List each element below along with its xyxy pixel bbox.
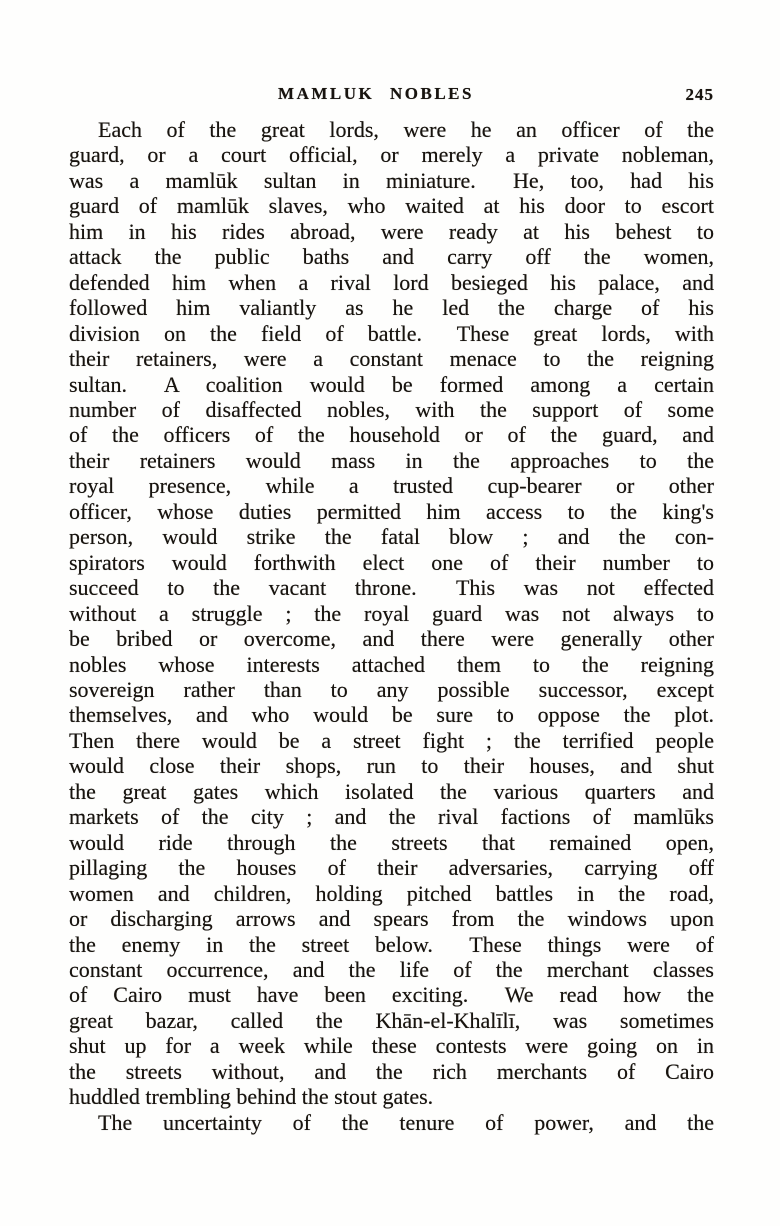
text-line: person, would strike the fatal blow ; and the con- (69, 524, 714, 550)
text-line: without a struggle ; the royal guard was not always to (69, 600, 714, 626)
text-line: the enemy in the street below. These things were of (69, 931, 714, 957)
text-line: nobles whose interests attached them to the reigning (69, 651, 714, 677)
text-line: guard, or a court official, or merely a private nobleman, (69, 142, 714, 168)
text-line: spirators would forthwith elect one of their number to (69, 549, 714, 575)
text-line: sovereign rather than to any possible successor, except (69, 676, 714, 702)
text-line: guard of mamlūk slaves, who waited at his door to escort (69, 193, 714, 219)
text-line: great bazar, called the Khān-el-Khalīlī, was sometimes (69, 1007, 714, 1033)
text-line: was a mamlūk sultan in miniature. He, too, had his (69, 167, 714, 193)
text-line: or discharging arrows and spears from the windows upon (69, 906, 714, 932)
text-line: their retainers, were a constant menace to the reigning (69, 346, 714, 372)
text-line: followed him valiantly as he led the charge of his (69, 295, 714, 321)
text-line: The uncertainty of the tenure of power, and the (98, 1109, 714, 1135)
page-header (68, 84, 714, 108)
running-title: MAMLUK NOBLES (278, 84, 474, 103)
text-line: him in his rides abroad, were ready at his behest to (69, 218, 714, 244)
text-line: pillaging the houses of their adversaries, carrying off (69, 855, 714, 881)
text-line: defended him when a rival lord besieged his palace, and (69, 269, 714, 295)
text-line: would ride through the streets that remained open, (69, 829, 714, 855)
text-line: their retainers would mass in the approaches to the (69, 447, 714, 473)
text-line: officer, whose duties permitted him access to the king's (69, 498, 714, 524)
text-line: of Cairo must have been exciting. We read how the (69, 982, 714, 1008)
text-line: women and children, holding pitched battles in the road, (69, 880, 714, 906)
text-line: royal presence, while a trusted cup-bearer or other (69, 473, 714, 499)
text-line: themselves, and who would be sure to oppose the plot. (69, 702, 714, 728)
text-line: Then there would be a street fight ; the terrified people (69, 727, 714, 753)
text-line: the great gates which isolated the various quarters and (69, 778, 714, 804)
text-line: shut up for a week while these contests were going on in (69, 1033, 714, 1059)
text-line: attack the public baths and carry off the women, (69, 244, 714, 270)
text-line: number of disaffected nobles, with the support of some (69, 396, 714, 422)
text-line: the streets without, and the rich merchants of Cairo (69, 1058, 714, 1084)
page-text (69, 117, 714, 1135)
text-line: sultan. A coalition would be formed among a certain (69, 371, 714, 397)
text-line: constant occurrence, and the life of the merchant classes (69, 956, 714, 982)
text-line: would close their shops, run to their houses, and shut (69, 753, 714, 779)
text-line: huddled trembling behind the stout gates. (69, 1084, 434, 1110)
text-line: markets of the city ; and the rival factions of mamlūks (69, 804, 714, 830)
text-line: succeed to the vacant throne. This was not effected (69, 575, 714, 601)
text-line: be bribed or overcome, and there were generally other (69, 626, 714, 652)
page-number: 245 (685, 85, 714, 104)
text-line: of the officers of the household or of the guard, and (69, 422, 714, 448)
text-line: division on the field of battle. These great lords, with (69, 320, 714, 346)
text-line: Each of the great lords, were he an officer of the (98, 117, 714, 142)
